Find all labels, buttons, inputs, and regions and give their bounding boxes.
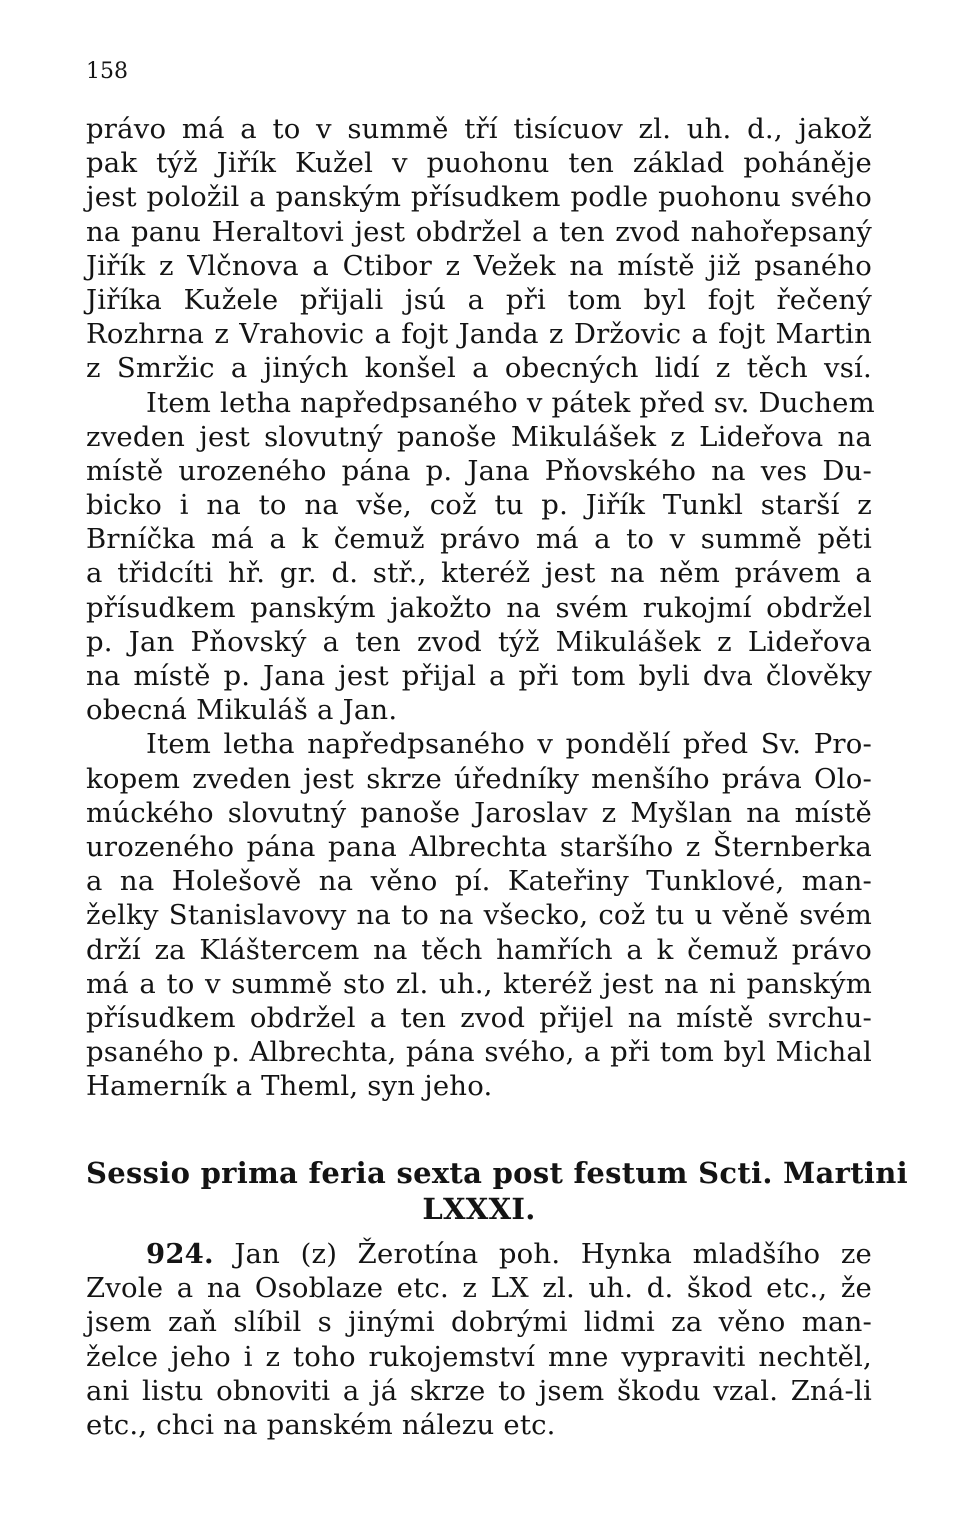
text-line: a třidcíti hř. gr. d. stř., kteréž jest na něm právem a bbox=[86, 557, 872, 590]
text-line: bicko i na to na vše, což tu p. Jiřík Tunkl starší z bbox=[86, 489, 872, 522]
text-line: drží za Kláštercem na těch hamřích a k čemuž právo bbox=[86, 933, 872, 966]
text-line: želce jeho i z toho rukojemství mne vypraviti nechtěl, bbox=[86, 1340, 872, 1373]
text-line: múckého slovutný panoše Jaroslav z Myšlan na místě bbox=[86, 796, 872, 829]
text-line: Rozhrna z Vrahovic a fojt Janda z Držovic a fojt Martin bbox=[86, 318, 872, 351]
text-line: zveden jest slovutný panoše Mikulášek z Lideřova na bbox=[86, 420, 872, 453]
section-heading bbox=[86, 1155, 908, 1227]
text-line: jsem zaň slíbil s jinými dobrými lidmi za věno man- bbox=[86, 1306, 872, 1339]
text-line: obecná Mikuláš a Jan. bbox=[86, 694, 398, 727]
text-line: kopem zveden jest skrze úředníky menšího práva Olo- bbox=[86, 762, 872, 795]
entry-first-line bbox=[86, 1237, 872, 1271]
page-number: 158 bbox=[86, 59, 128, 84]
text-line: želky Stanislavovy na to na všecko, což tu u věně svém bbox=[86, 899, 872, 932]
section-heading-year: LXXXI. bbox=[422, 1192, 536, 1226]
text-line: na místě p. Jana jest přijal a při tom byli dva člověky bbox=[86, 660, 872, 692]
entry-number: 924. bbox=[146, 1238, 214, 1270]
text-line: etc., chci na panském nálezu etc. bbox=[86, 1408, 556, 1441]
text-line: místě urozeného pána p. Jana Pňovského na ves Du- bbox=[86, 454, 872, 487]
text-line: na panu Heraltovi jest obdržel a ten zvod nahořepsaný bbox=[86, 215, 872, 248]
text-line: přísudkem panským jakožto na svém rukojmí obdržel bbox=[86, 591, 872, 624]
section-heading-line: Sessio prima feria sexta post festum Scti. Martini bbox=[86, 1156, 908, 1190]
text-line: p. Jan Pňovský a ten zvod týž Mikulášek z Lideřova bbox=[86, 625, 872, 658]
text-line: ani listu obnoviti a já skrze to jsem škodu vzal. Zná-li bbox=[86, 1374, 872, 1407]
text-line: Jiříka Kužele přijali jsú a při tom byl fojt řečený bbox=[86, 283, 872, 316]
text-line: přísudkem obdržel a ten zvod přijel na místě svrchu- bbox=[86, 1001, 872, 1034]
text-line: Jiřík z Vlčnova a Ctibor z Vežek na místě již psaného bbox=[86, 249, 872, 282]
text-line: psaného p. Albrechta, pána svého, a při tom byl Michal bbox=[86, 1036, 872, 1069]
text-line: má a to v summě sto zl. uh., kteréž jest na ni panským bbox=[86, 967, 872, 1000]
text-line: pak týž Jiřík Kužel v puohonu ten základ poháněje bbox=[86, 147, 872, 180]
text-line: urozeného pána pana Albrechta staršího z Šternberka bbox=[86, 830, 872, 863]
text-line: jest položil a panským přísudkem podle puohonu svého bbox=[86, 181, 872, 214]
text-line: Item letha napředpsaného v pondělí před Sv. Pro- bbox=[146, 728, 872, 761]
text-line: Hamerník a Theml, syn jeho. bbox=[86, 1070, 493, 1103]
text-line: Item letha napředpsaného v pátek před sv. Duchem bbox=[146, 386, 875, 419]
text-line: a na Holešově na věno pí. Kateřiny Tunklové, man- bbox=[86, 865, 872, 898]
text-line: Brníčka má a k čemuž právo má a to v summě pěti bbox=[86, 523, 872, 556]
entry-924 bbox=[86, 1237, 872, 1442]
text-line: Zvole a na Osoblaze etc. z LX zl. uh. d. škod etc., že bbox=[86, 1272, 872, 1305]
body-text bbox=[86, 112, 875, 1103]
text-line: z Smržic a jiných konšel a obecných lidí z těch vsí. bbox=[86, 352, 872, 385]
text-line: právo má a to v summě tří tisícuov zl. uh. d., jakož bbox=[86, 113, 872, 145]
entry-first-line-text: Jan (z) Žerotína poh. Hynka mladšího ze bbox=[234, 1238, 872, 1270]
